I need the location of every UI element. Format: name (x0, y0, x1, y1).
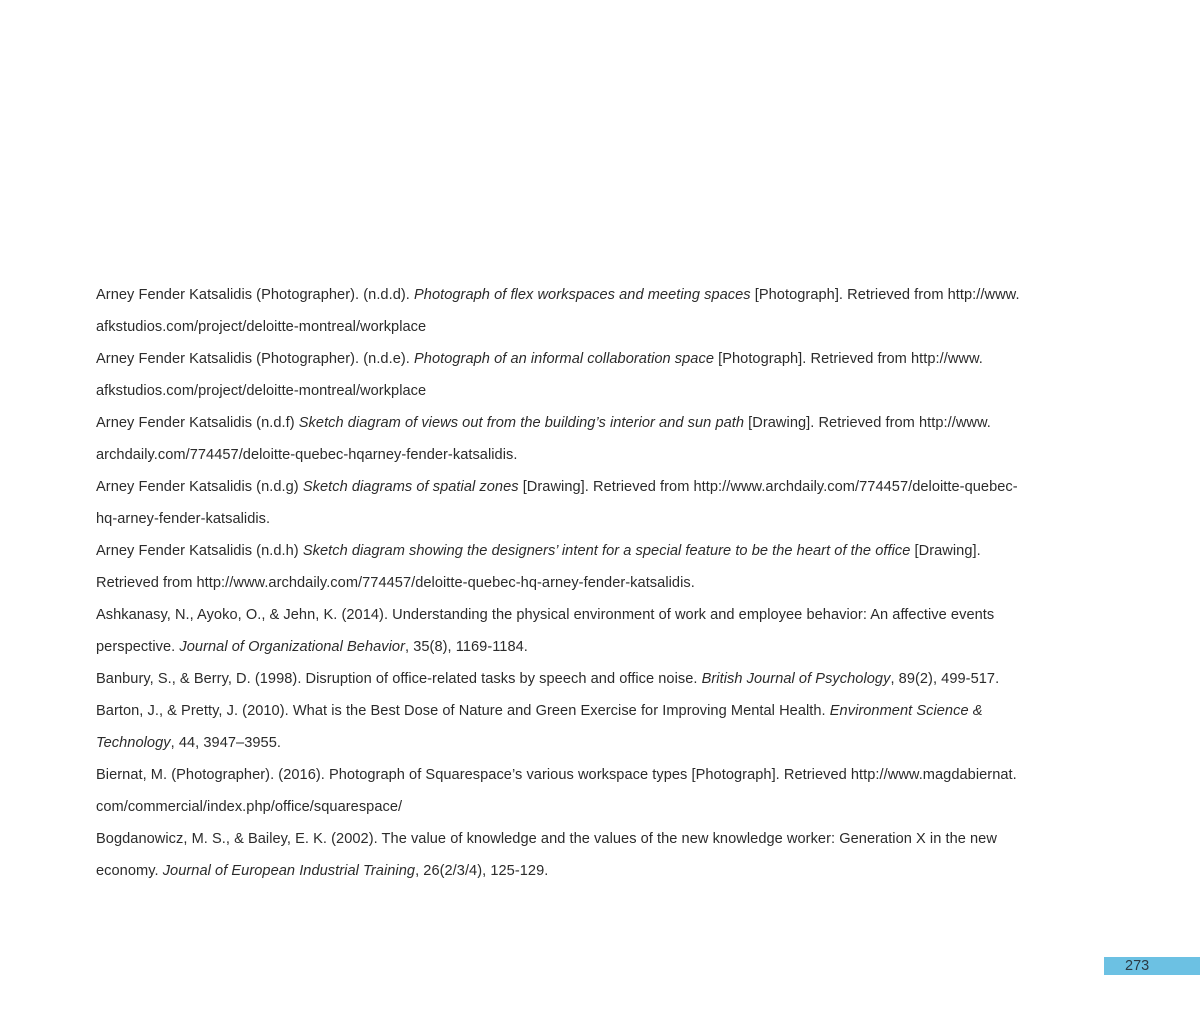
reference-text: [Drawing]. Retrieved from http://www.archdaily.com/774457/deloitte-quebec- (518, 479, 1018, 495)
reference-text: , 44, 3947–3955. (170, 735, 281, 751)
reference-first-line (96, 407, 1096, 439)
reference-italic-title: Journal of European Industrial Training (162, 863, 416, 879)
reference-entry (96, 407, 1096, 471)
reference-continuation-line (96, 311, 1096, 343)
reference-list (96, 279, 1096, 887)
reference-text: , 89(2), 499-517. (890, 671, 1000, 687)
reference-entry (96, 695, 1096, 759)
reference-italic-title: Environment Science & (829, 703, 983, 719)
reference-entry (96, 279, 1096, 343)
page-number-tab (1104, 957, 1200, 975)
reference-first-line (96, 695, 1096, 727)
reference-text: Biernat, M. (Photographer). (2016). Photograph of Squarespace’s various workspace types [Photograph]. Retrieved http://www.magdabiernat. (96, 767, 1017, 783)
reference-text: Arney Fender Katsalidis (n.d.g) (96, 479, 303, 495)
reference-italic-title: Journal of Organizational Behavior (179, 639, 405, 655)
reference-entry (96, 759, 1096, 823)
reference-continuation-line (96, 375, 1096, 407)
reference-text: Arney Fender Katsalidis (n.d.f) (96, 415, 299, 431)
reference-entry (96, 343, 1096, 407)
reference-text: [Drawing]. (910, 543, 981, 559)
reference-continuation-line (96, 727, 1096, 759)
reference-text: Arney Fender Katsalidis (n.d.h) (96, 543, 303, 559)
reference-text: Banbury, S., & Berry, D. (1998). Disruption of office-related tasks by speech and office noise. (96, 671, 702, 687)
reference-italic-title: Photograph of flex workspaces and meeting spaces (414, 287, 751, 303)
reference-text: economy. (96, 863, 163, 879)
reference-continuation-line (96, 855, 1096, 887)
reference-entry (96, 471, 1096, 535)
reference-italic-title: British Journal of Psychology (701, 671, 891, 687)
reference-text: afkstudios.com/project/deloitte-montreal/workplace (96, 319, 427, 335)
reference-first-line (96, 663, 1096, 695)
reference-first-line (96, 343, 1096, 375)
reference-text: Bogdanowicz, M. S., & Bailey, E. K. (2002). The value of knowledge and the values of the new knowledge worker: Generation X in the new (96, 831, 997, 847)
reference-continuation-line (96, 791, 1096, 823)
reference-italic-title: Technology (96, 735, 171, 751)
reference-continuation-line (96, 439, 1096, 471)
reference-italic-title: Sketch diagrams of spatial zones (302, 479, 519, 495)
reference-text: com/commercial/index.php/office/squarespace/ (96, 799, 403, 815)
reference-text: Ashkanasy, N., Ayoko, O., & Jehn, K. (2014). Understanding the physical environment of work and employee behavior: An affective events (96, 607, 995, 623)
reference-text: Arney Fender Katsalidis (Photographer). (n.d.d). (96, 287, 414, 303)
reference-first-line (96, 535, 1096, 567)
reference-first-line (96, 599, 1096, 631)
reference-text: [Photograph]. Retrieved from http://www. (714, 351, 983, 367)
reference-first-line (96, 279, 1096, 311)
reference-continuation-line (96, 503, 1096, 535)
reference-continuation-line (96, 567, 1096, 599)
reference-text: , 35(8), 1169-1184. (405, 639, 528, 655)
reference-italic-title: Photograph of an informal collaboration space (414, 351, 714, 367)
reference-italic-title: Sketch diagram showing the designers’ intent for a special feature to be the heart of the office (302, 543, 911, 559)
reference-entry (96, 823, 1096, 887)
reference-text: perspective. (96, 639, 180, 655)
reference-italic-title: Sketch diagram of views out from the building’s interior and sun path (298, 415, 745, 431)
reference-first-line (96, 823, 1096, 855)
reference-entry (96, 599, 1096, 663)
reference-text: hq-arney-fender-katsalidis. (96, 511, 271, 527)
reference-entry (96, 663, 1096, 695)
reference-text: afkstudios.com/project/deloitte-montreal/workplace (96, 383, 427, 399)
reference-text: [Photograph]. Retrieved from http://www. (750, 287, 1020, 303)
reference-text: Barton, J., & Pretty, J. (2010). What is the Best Dose of Nature and Green Exercise for Improving Mental Health. (96, 703, 830, 719)
reference-text: [Drawing]. Retrieved from http://www. (744, 415, 991, 431)
reference-first-line (96, 759, 1096, 791)
page-number: 273 (1125, 958, 1150, 974)
reference-text: Arney Fender Katsalidis (Photographer). (n.d.e). (96, 351, 414, 367)
reference-first-line (96, 471, 1096, 503)
reference-text: Retrieved from http://www.archdaily.com/774457/deloitte-quebec-hq-arney-fender-katsalidis. (96, 575, 695, 591)
reference-text: , 26(2/3/4), 125-129. (415, 863, 549, 879)
reference-entry (96, 535, 1096, 599)
reference-continuation-line (96, 631, 1096, 663)
reference-text: archdaily.com/774457/deloitte-quebec-hqarney-fender-katsalidis. (96, 447, 518, 463)
